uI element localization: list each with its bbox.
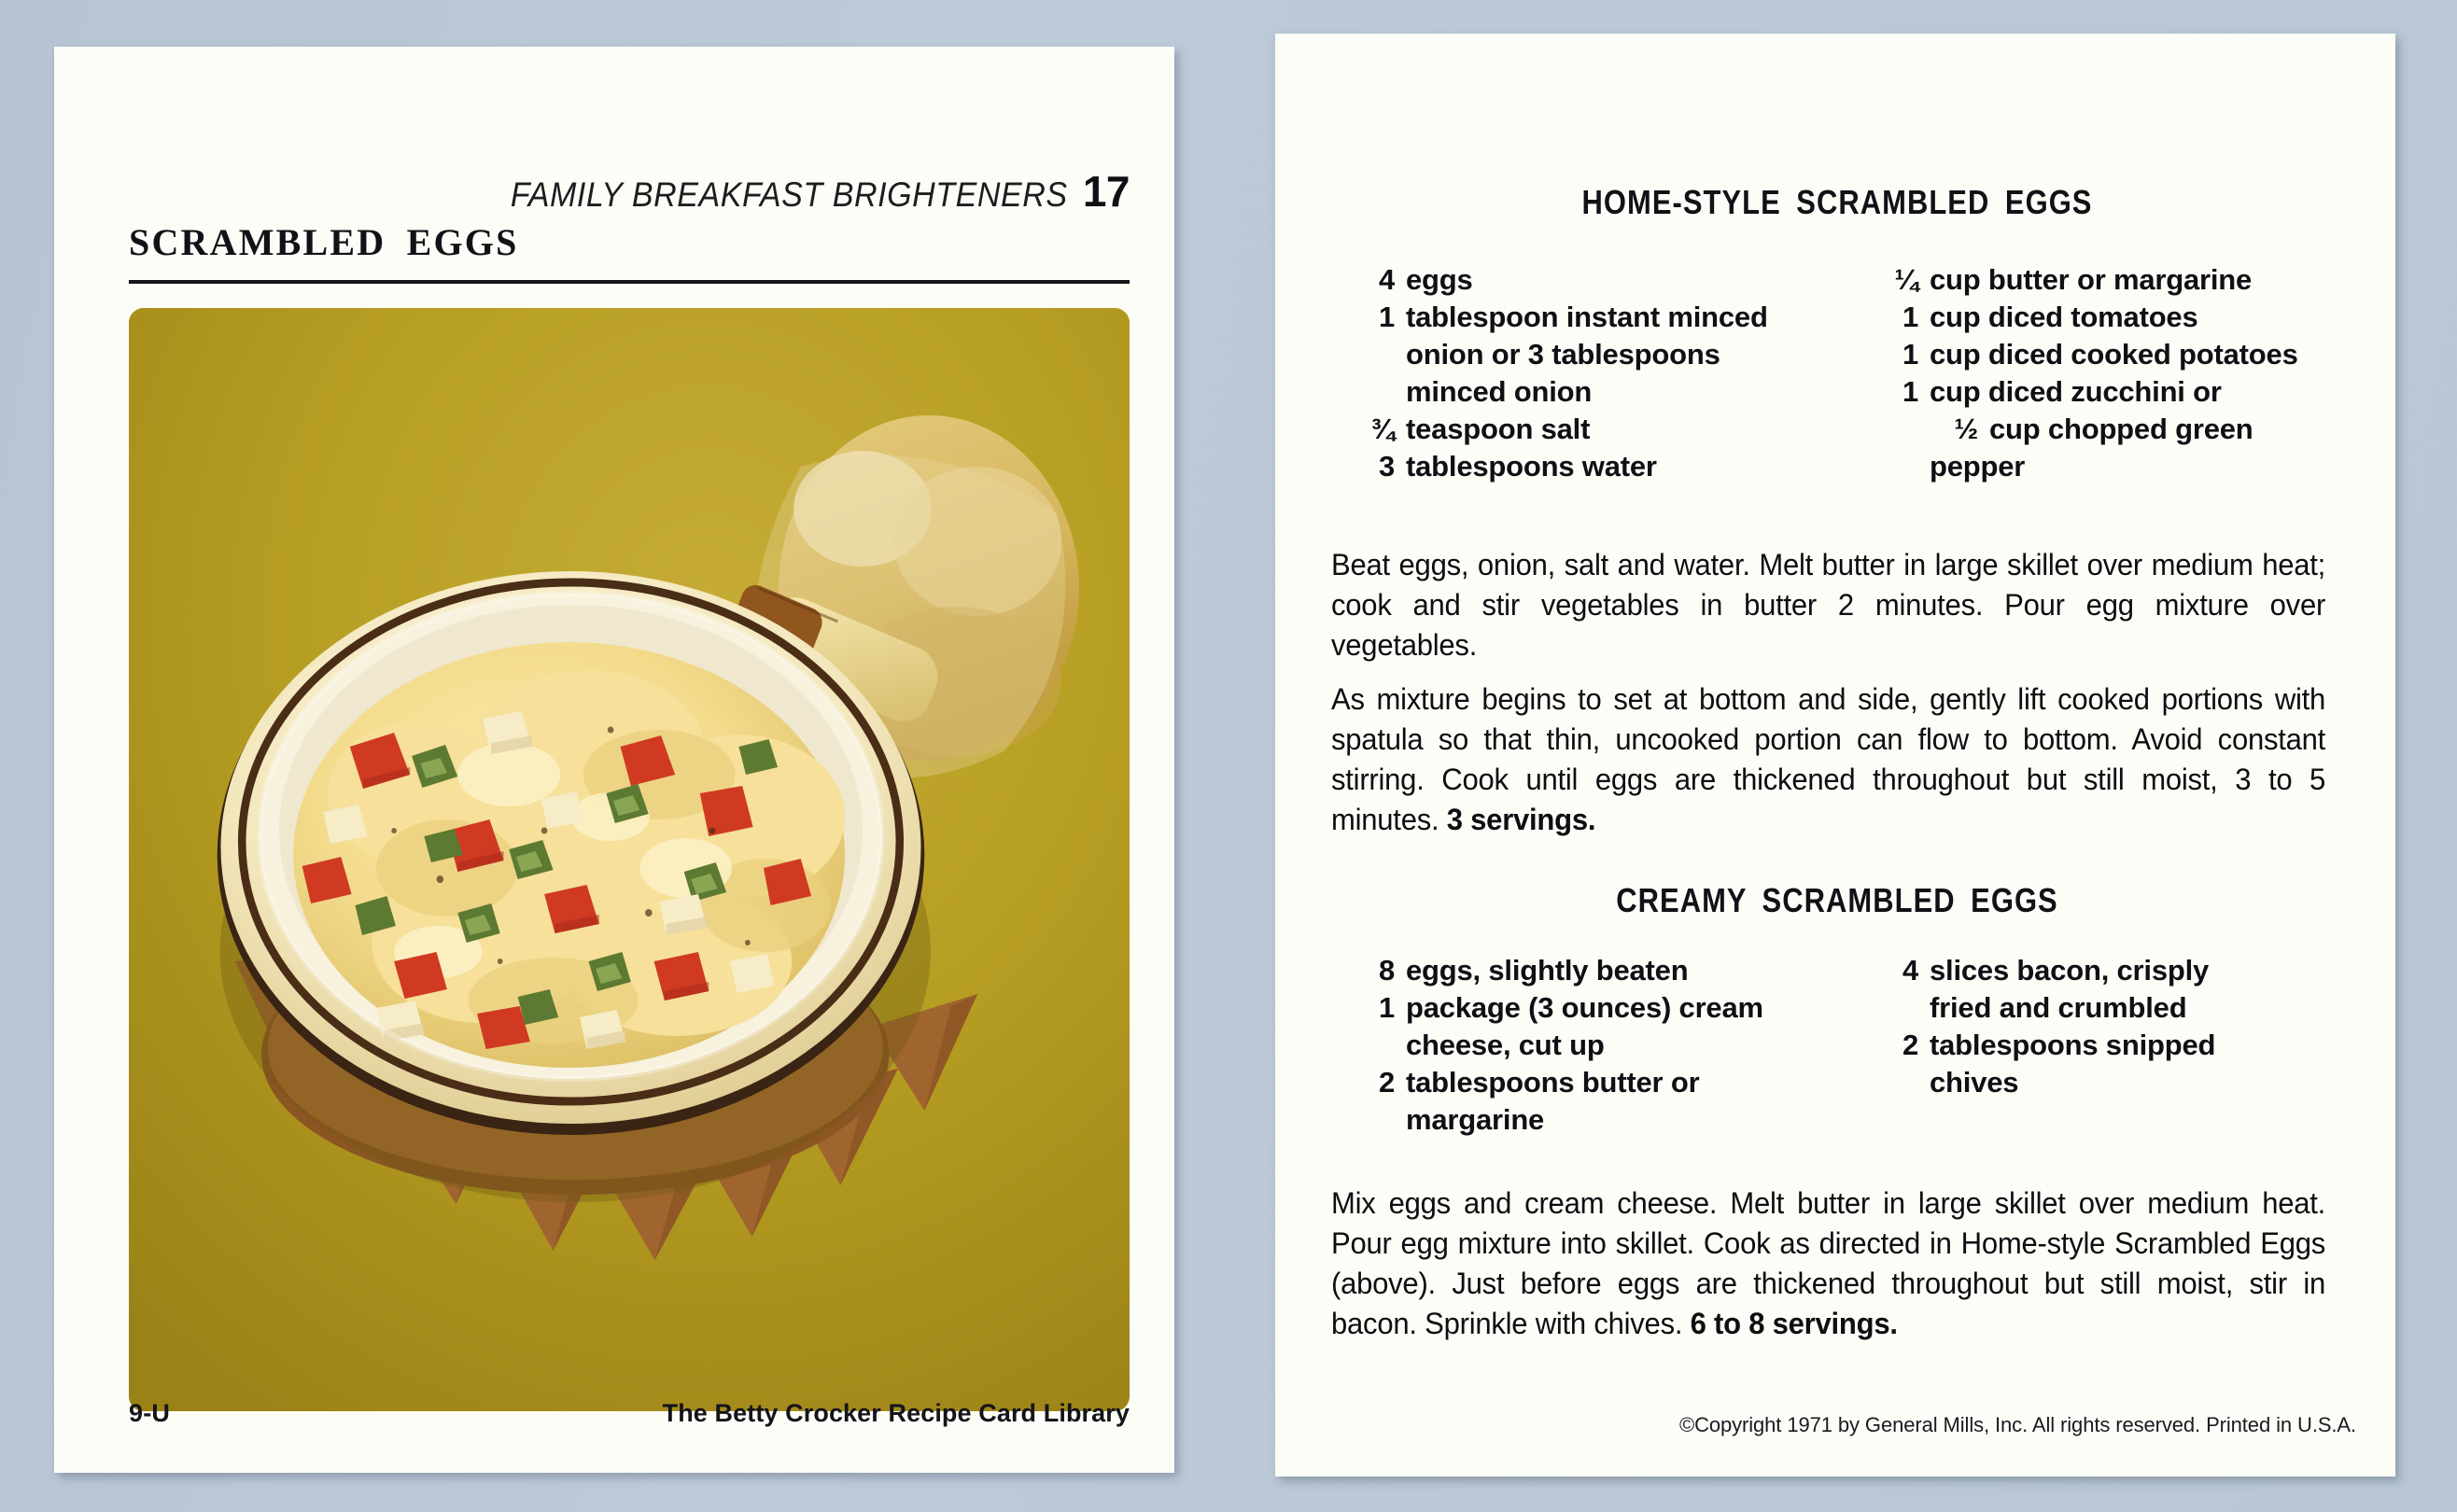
scrambled-eggs: [293, 642, 845, 1068]
front-card-footer: [129, 1399, 1130, 1428]
front-card-content: [110, 47, 1130, 1473]
instructions-paragraph: [1331, 1183, 2325, 1344]
ingredient-name-continuation: onion or 3 tablespoons: [1406, 338, 1720, 371]
ingredient-name-line: tablespoons butter or: [1406, 1066, 1700, 1099]
ingredient-list-creamy: [1318, 952, 2356, 1139]
ingredient-name: teaspoon salt: [1406, 413, 1591, 445]
ingredient-alternate-name: cup chopped green: [1989, 413, 2253, 445]
ingredient-item: [1860, 299, 2356, 336]
ingredient-name: tablespoons water: [1406, 450, 1657, 483]
ingredient-name-line: tablespoon instant minced: [1406, 301, 1768, 333]
ingredient-item: [1337, 261, 1832, 299]
ingredient-name-continuation: fried and crumbled: [1930, 991, 2187, 1024]
ingredient-quantity: 4: [1902, 954, 1918, 987]
ingredient-quantity: 1: [1378, 991, 1395, 1024]
series-name: FAMILY BREAKFAST BRIGHTENERS: [511, 175, 1068, 214]
servings-yield: 6 to 8 servings.: [1690, 1307, 1898, 1340]
instructions-paragraph: [1331, 679, 2325, 840]
recipe-heading-creamy: CREAMY SCRAMBLED EGGS: [1616, 881, 2058, 919]
title-divider: [129, 280, 1130, 284]
instructions-text: Mix eggs and cream cheese. Melt butter in large skillet over medium heat. Pour egg mixture into skillet. Cook as directed in Home-style Scrambled Eggs (above). Just before eggs are thickened throughout but still moist, stir in bacon. Sprinkle with chives.: [1331, 1186, 2326, 1340]
recipe-photo: [129, 308, 1130, 1411]
ingredient-quantity: 2: [1902, 1029, 1918, 1061]
ingredient-name: [1930, 373, 2356, 485]
ingredient-name: [1930, 952, 2356, 1027]
card-code: 9-U: [129, 1399, 171, 1427]
ingredient-name-continuation: chives: [1930, 1066, 2019, 1099]
page-number: 17: [1082, 167, 1130, 216]
instructions-text: As mixture begins to set at bottom and side, gently lift cooked portions with spatula so that thin, uncooked portion can flow to bottom. Avoid constant stirring. Cook until eggs are thickened throughout but still moist, 3 to 5 minutes.: [1331, 682, 2326, 836]
ingredient-name-line: package (3 ounces) cream: [1406, 991, 1763, 1024]
ingredient-column-right: [1853, 952, 2356, 1139]
ingredient-name-continuation: cheese, cut up: [1406, 1029, 1605, 1061]
recipe-heading-home-style: HOME-STYLE SCRAMBLED EGGS: [1581, 183, 2093, 221]
ingredient-quantity: 1: [1902, 338, 1918, 371]
ingredient-quantity: 1: [1902, 301, 1918, 333]
copyright-notice: ©Copyright 1971 by General Mills, Inc. All rights reserved. Printed in U.S.A.: [1678, 1413, 2356, 1436]
ingredient-item: [1860, 952, 2356, 1027]
ingredient-list-home-style: [1318, 261, 2356, 485]
ingredient-item: [1860, 1027, 2356, 1101]
recipe-photo-illustration: [129, 308, 1130, 1411]
ingredient-quantity: 2: [1378, 1066, 1395, 1099]
ingredient-item: [1337, 1064, 1832, 1139]
ingredient-name-line: slices bacon, crisply: [1930, 954, 2210, 987]
page-title: SCRAMBLED EGGS: [129, 221, 519, 263]
ingredient-name-line: tablespoons snipped: [1930, 1029, 2216, 1061]
back-card-content: [1318, 34, 2356, 1477]
ingredient-column-left: [1318, 952, 1832, 1139]
ingredient-name: cup diced tomatoes: [1930, 301, 2198, 333]
ingredient-item: [1860, 373, 2356, 485]
series-header: [110, 166, 1130, 217]
ingredient-item: [1860, 336, 2356, 373]
ingredient-name-continuation: minced onion: [1406, 375, 1593, 408]
ingredient-quantity: 3: [1378, 450, 1395, 483]
ingredient-name-line: cup diced zucchini or: [1930, 375, 2222, 408]
ingredient-quantity: ¾: [1370, 413, 1395, 445]
servings-yield: 3 servings.: [1446, 803, 1596, 836]
ingredient-quantity: 4: [1378, 263, 1395, 296]
ingredient-name: cup butter or margarine: [1930, 263, 2253, 296]
ingredient-quantity: 1: [1378, 301, 1395, 333]
recipe-card-front: [54, 47, 1174, 1473]
ingredient-name: eggs: [1406, 263, 1473, 296]
ingredient-quantity: 8: [1378, 954, 1395, 987]
ingredient-alternate: [1930, 411, 2356, 448]
ingredient-column-right: [1853, 261, 2356, 485]
instructions-paragraph: Beat eggs, onion, salt and water. Melt butter in large skillet over medium heat; cook and stir vegetables in butter 2 minutes. Pour egg mixture over vegetables.: [1331, 548, 2326, 662]
ingredient-alternate-quantity: ½: [1954, 413, 1978, 445]
ingredient-name-continuation: pepper: [1930, 450, 2026, 483]
ingredient-quantity: 1: [1902, 375, 1918, 408]
ingredient-item: [1337, 952, 1832, 989]
ingredient-item: [1337, 989, 1832, 1064]
ingredient-name: [1406, 1064, 1832, 1139]
ingredient-name-continuation: margarine: [1406, 1103, 1545, 1136]
ingredient-column-left: [1318, 261, 1832, 485]
ingredient-name: eggs, slightly beaten: [1406, 954, 1689, 987]
ingredient-quantity: ¼: [1894, 263, 1918, 296]
recipe-card-back: [1275, 34, 2395, 1477]
ingredient-item: [1337, 299, 1832, 411]
ingredient-item: [1860, 261, 2356, 299]
ingredient-item: [1337, 411, 1832, 448]
library-name: The Betty Crocker Recipe Card Library: [662, 1399, 1130, 1427]
ingredient-name: [1406, 299, 1832, 411]
ingredient-name: cup diced cooked potatoes: [1930, 338, 2298, 371]
ingredient-name: [1930, 1027, 2356, 1101]
ingredient-item: [1337, 448, 1832, 485]
ingredient-name: [1406, 989, 1832, 1064]
